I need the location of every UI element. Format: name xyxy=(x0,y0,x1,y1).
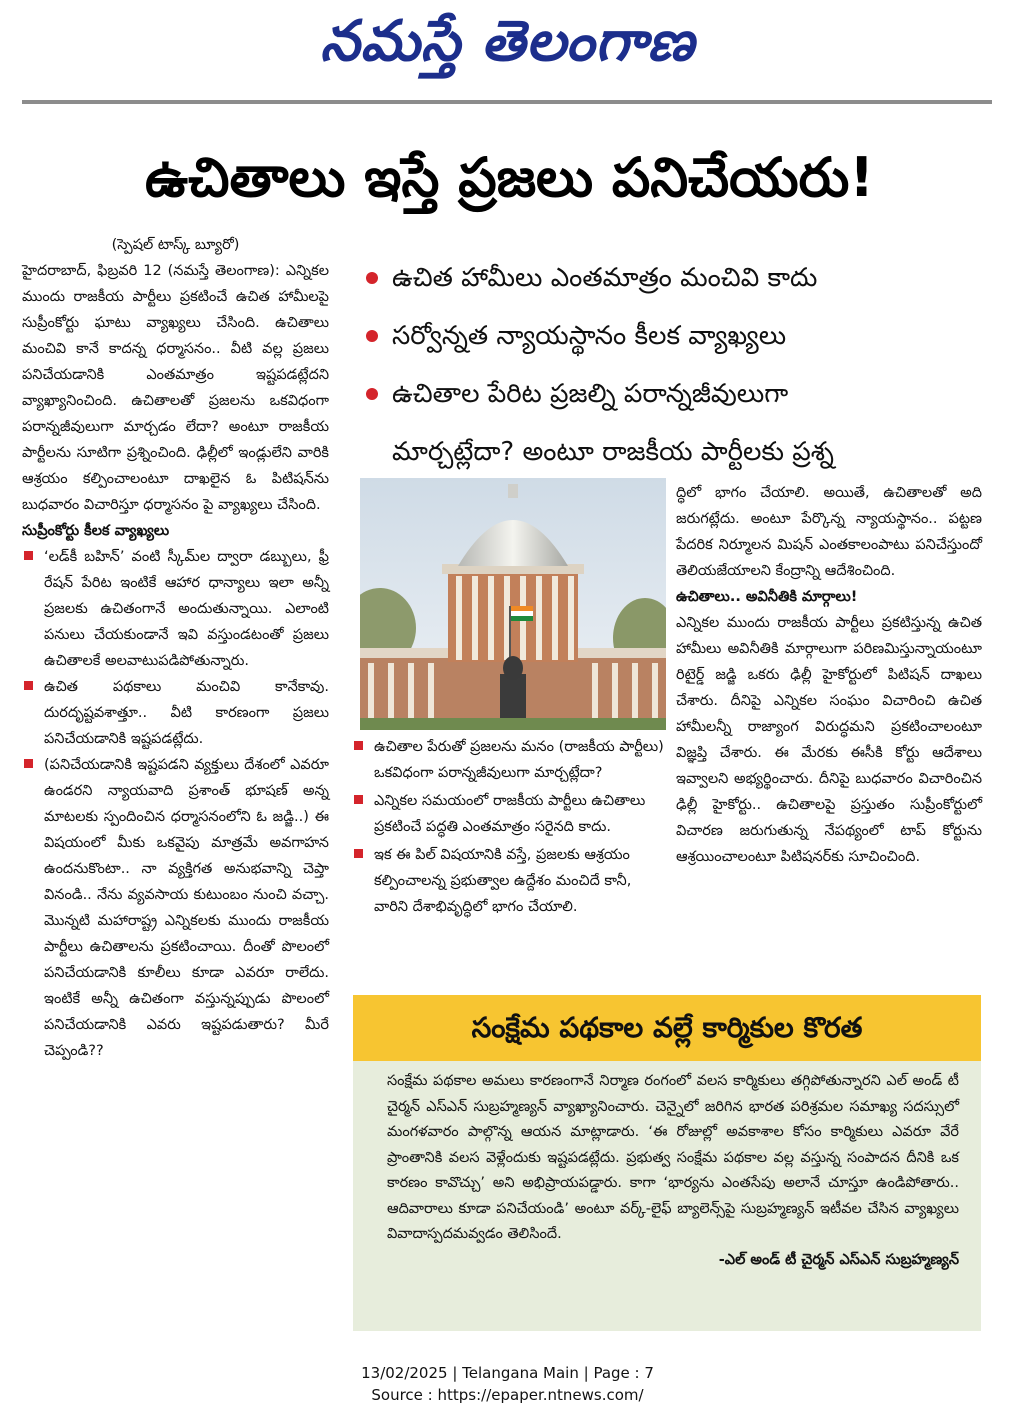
box-signature: -ఎల్ అండ్ టీ చైర్మన్ ఎస్ఎన్ సుబ్రహ్మణ్యన్ xyxy=(718,1251,959,1268)
right-paragraph: ఎన్నికల ముందు రాజకీయ పార్టీలు ప్రకటిస్తున్న ఉచిత హామీలు అవినీతికి మార్గాలుగా పరిణమిస్తున్నాయంటూ రిటైర్డ్ జడ్జి ఒకరు ఢిల్లీ హైకోర్టులో పిటిషన్ దాఖలు చేశారు. దీనిపై ఎన్నికల సంఘం విచారించి ఉచిత హామీలన్నీ రాజ్యాంగ విరుద్ధమని ప్రకటించాలంటూ విజ్ఞప్తి చేశారు. ఈ మేరకు ఈసీకి కోర్టు ఆదేశాలు ఇవ్వాలని అభ్యర్థించారు. దీనిపై బుధవారం విచారించిన ఢిల్లీ హైకోర్టు.. ఉచితాలపై ప్రస్తుతం సుప్రీంకోర్టులో విచారణ జరుగుతున్న నేపథ్యంలో టాప్ కోర్టును ఆశ్రయించాలంటూ పిటిషనర్‌కు సూచించింది. xyxy=(676,615,982,865)
left-subhead: సుప్రీంకోర్టు కీలక వ్యాఖ్యలు xyxy=(22,523,170,539)
center-bullet-item: ఉచితాల పేరుతో ప్రజలను మనం (రాజకీయ పార్టీలు) ఒకవిధంగా పరాన్నజీవులుగా మార్చట్లేదా? xyxy=(352,734,664,786)
right-paragraph: ద్ధిలో భాగం చేయాలి. అయితే, ఉచితాలతో అది జరుగట్లేదు. అంటూ పేర్కొన్న న్యాయస్థానం.. పట్టణ పేదరిక నిర్మూలన మిషన్ ఎంతకాలంపాటు పనిచేస్తుందో తెలియజేయాలని కేంద్రాన్ని ఆదేశించింది. xyxy=(676,485,982,579)
bullet-dot-icon xyxy=(366,272,378,284)
supreme-court-photo xyxy=(360,478,666,730)
supreme-court-illustration xyxy=(360,478,666,730)
byline: (స్పెషల్ టాస్క్ బ్యూరో) xyxy=(111,237,240,253)
left-bullet-item: (పనిచేయడానికి ఇష్టపడని వ్యక్తులు దేశంలో ఎవరూ ఉండరని న్యాయవాది ప్రశాంత్ భూషణ్ అన్న మాటలకు స్పందించిన ధర్మాసనంలోని ఓ జడ్జి..) ఈ విషయంలో మీకు ఒకవైపు మాత్రమే అవగాహన ఉందనుకొంటా.. నా వ్యక్తిగత అనుభవాన్ని చెప్తా వినండి.. నేను వ్యవసాయ కుటుంబం నుంచి వచ్చా. మొన్నటి మహారాష్ట్ర ఎన్నికలకు ముందు రాజకీయ పార్టీలు ఉచితాలను ప్రకటించాయి. దీంతో పొలంలో పనిచేయడానికి కూలీలు కూడా ఎవరూ రాలేదు. ఇంటికే అన్నీ ఉచితంగా వస్తున్నప్పుడు పొలంలో పనిచేయడానికి ఎవరు ఇష్టపడుతారు? మీరే చెప్పండి?? xyxy=(22,752,329,1064)
center-bullet-item: ఇక ఈ పిల్ విషయానికి వస్తే, ప్రజలకు ఆశ్రయం కల్పించాలన్న ప్రభుత్వాల ఉద్దేశం మంచిదే కానీ, వారిని దేశాభివృద్ధిలో భాగం చేయాలి. xyxy=(352,842,664,920)
left-column xyxy=(22,232,329,1064)
key-point: ఉచితాల పేరిట ప్రజల్ని పరాన్నజీవులుగా xyxy=(360,370,990,418)
left-bullet-item: ‘లడ్‌కీ బహిన్’ వంటి స్కీమ్‌ల ద్వారా డబ్బులు, ఫ్రీ రేషన్ పేరిట ఇంటికే ఆహార ధాన్యాలు ఇలా అన్నీ ప్రజలకు ఉచితంగానే అందుతున్నాయి. ఎలాంటి పనులు చేయకుండానే ఇవి వస్తుండటంతో ప్రజలు ఉచితాలకే అలవాటుపడిపోతున్నారు. xyxy=(22,544,329,674)
masthead-title: నమస్తే తెలంగాణ xyxy=(320,8,695,74)
box-paragraph: సంక్షేమ పథకాల అమలు కారణంగానే నిర్మాణ రంగంలో వలస కార్మికులు తగ్గిపోతున్నారని ఎల్ అండ్ టీ చైర్మన్ ఎస్ఎన్ సుబ్రహ్మణ్యన్ వ్యాఖ్యానించారు. చెన్నైలో జరిగిన భారత పరిశ్రమల సమాఖ్య సదస్సులో మంగళవారం పాల్గొన్న ఆయన మాట్లాడారు. ‘ఈ రోజుల్లో అవకాశాల కోసం కార్మికులు ఎవరూ వేరే ప్రాంతానికి వలస వెళ్లేందుకు ఇష్టపడట్లేదు. ప్రభుత్వ సంక్షేమ పథకాల వల్ల వస్తున్న సంపాదన దీనికి ఒక కారణం కావొచ్చు’ అని అభిప్రాయపడ్డారు. కాగా ‘భార్యను ఎంతసేపు అలానే చూస్తూ ఉండిపోతారు.. ఆదివారాలు కూడా పనిచేయండి’ అంటూ వర్క్-లైఫ్ బ్యాలెన్స్‌పై సుబ్రహ్మణ్యన్ ఇటీవల చేసిన వ్యాఖ్యలు వివాదాస్పదమవ్వడం తెలిసిందే. xyxy=(387,1073,959,1242)
headline: ఉచితాలు ఇస్తే ప్రజలు పనిచేయరు! xyxy=(145,146,874,209)
key-point-continuation: మార్చట్లేదా? అంటూ రాజకీయ పార్టీలకు ప్రశ్న xyxy=(392,437,834,467)
sidebar-story-box xyxy=(353,995,981,1331)
right-column xyxy=(676,480,982,870)
box-title: సంక్షేమ పథకాల వల్లే కార్మికుల కొరత xyxy=(353,995,981,1061)
footer-info: 13/02/2025 | Telangana Main | Page : 7 xyxy=(361,1364,654,1382)
masthead-divider xyxy=(22,100,992,104)
left-bullet-item: ఉచిత పథకాలు మంచివి కానేకావు. దురదృష్టవశాత్తూ.. వీటి కారణంగా ప్రజలు పనిచేయడానికి ఇష్టపడట్లేదు. xyxy=(22,674,329,752)
key-point: ఉచిత హామీలు ఎంతమాత్రం మంచివి కాదు xyxy=(360,254,990,302)
box-body xyxy=(353,1061,981,1273)
key-points xyxy=(360,254,990,476)
right-subhead: ఉచితాలు.. అవినీతికి మార్గాలు! xyxy=(676,589,858,605)
masthead xyxy=(0,8,1015,88)
key-point: సర్వోన్నత న్యాయస్థానం కీలక వ్యాఖ్యలు xyxy=(360,312,990,360)
center-bullet-list xyxy=(352,734,664,922)
bullet-dot-icon xyxy=(366,388,378,400)
center-bullet-item: ఎన్నికల సమయంలో రాజకీయ పార్టీలు ఉచితాలు ప్రకటించే పద్ధతి ఎంతమాత్రం సరైనది కాదు. xyxy=(352,788,664,840)
lead-paragraph: హైదరాబాద్, ఫిబ్రవరి 12 (నమస్తే తెలంగాణ): ఎన్నికల ముందు రాజకీయ పార్టీలు ప్రకటించే ఉచిత హామీలపై సుప్రీంకోర్టు ఘాటు వ్యాఖ్యలు చేసింది. ఉచితాలు మంచివి కానే కాదన్న ధర్మాసనం.. వీటి వల్ల ప్రజలు పనిచేయడానికి ఎంతమాత్రం ఇష్టపడట్లేదని వ్యాఖ్యానించింది. ఉచితాలతో ప్రజలను ఒకవిధంగా పరాన్నజీవులుగా మార్చడం లేదా? అంటూ రాజకీయ పార్టీలను సూటిగా ప్రశ్నించింది. ఢిల్లీలో ఇండ్లులేని వారికి ఆశ్రయం కల్పించాలంటూ దాఖలైన ఓ పిటిషన్‌ను బుధవారం విచారిస్తూ ధర్మాసనం పై వ్యాఖ్యలు చేసింది. xyxy=(22,263,329,513)
left-bullet-list xyxy=(22,544,329,1064)
bullet-dot-icon xyxy=(366,330,378,342)
footer-source: Source : https://epaper.ntnews.com/ xyxy=(371,1386,644,1404)
